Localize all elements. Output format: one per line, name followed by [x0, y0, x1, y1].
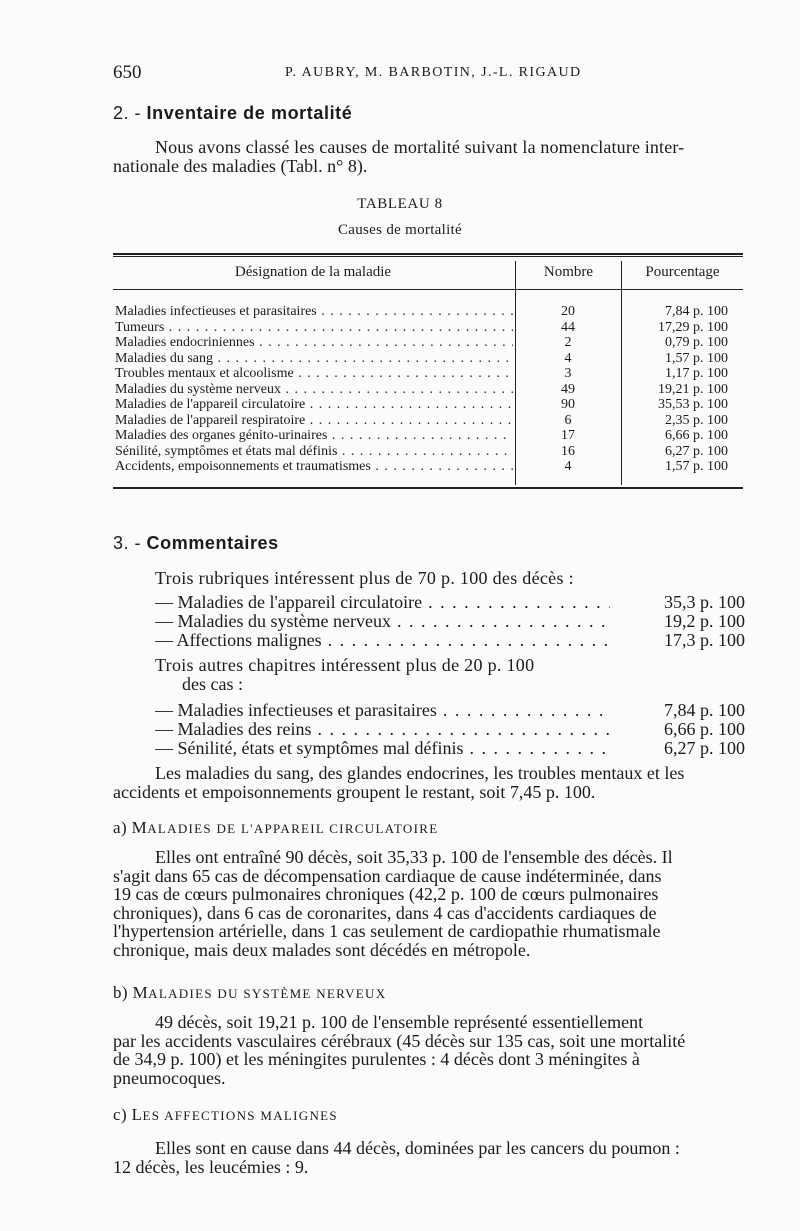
table-row [113, 413, 743, 429]
table-row [113, 366, 743, 382]
lead-line: des cas : [182, 674, 243, 694]
commentary-lead-1 [155, 569, 745, 588]
list-item [155, 739, 745, 758]
row-number: 6 [564, 412, 572, 428]
table-row [113, 459, 743, 475]
paragraph-line: de 34,9 p. 100) et les méningites purulentes : 4 décès dont 3 méningites à [113, 1049, 640, 1069]
item-value: 6,27 p. 100 [664, 738, 745, 758]
row-number: 44 [561, 319, 575, 335]
table-bottom-rule [113, 487, 743, 489]
section-3-title: Commentaires [146, 533, 279, 553]
row-designation: Maladies endocriniennes . . . [115, 335, 513, 351]
item-label: — Maladies de l'appareil circulatoire . . . [155, 593, 610, 612]
row-designation: Tumeurs . . . [115, 320, 513, 336]
paragraph-line: Les maladies du sang, des glandes endocrines, les troubles mentaux et les [155, 763, 685, 783]
paragraph-line: 49 décès, soit 19,21 p. 100 de l'ensemble représenté essentiellement [155, 1012, 644, 1032]
subsection-a-body [113, 848, 743, 959]
row-percent: 0,79 p. 100 [665, 335, 728, 350]
mortality-table [113, 253, 743, 493]
list-item [155, 612, 745, 631]
table-top-rule [113, 253, 743, 255]
row-designation: Maladies de l'appareil circulatoire . . . [115, 397, 513, 413]
authors-line: P. AUBRY, M. BARBOTIN, J.-L. RIGAUD [285, 65, 582, 80]
row-number: 20 [561, 304, 575, 319]
table-row [113, 444, 743, 460]
paragraph-line: chronique, mais deux malades sont décédés en métropole. [113, 939, 531, 960]
paragraph-line: 19 cas de cœurs pulmonaires chroniques (42,2 p. 100 de cœurs pulmonaires [113, 884, 659, 904]
paragraph-line: s'agit dans 65 cas de décompensation cardiaque de cause indéterminée, dans [113, 865, 662, 886]
subsection-title: ES AFFECTIONS MALIGNES [142, 1108, 338, 1123]
row-percent: 7,84 p. 100 [665, 304, 728, 319]
item-value: 6,66 p. 100 [664, 719, 745, 739]
row-number: 4 [564, 459, 572, 474]
item-value: 7,84 p. 100 [664, 700, 745, 720]
row-designation: Maladies des organes génito-urinaires . . . [115, 428, 513, 444]
row-designation: Sénilité, symptômes et états mal définis . . . [115, 444, 513, 460]
section-2-title: Inventaire de mortalité [146, 103, 353, 123]
commentary-lead-2 [155, 656, 745, 694]
lead-line: Trois autres chapitres intéressent plus de 20 p. 100 [155, 655, 535, 675]
table-label: TABLEAU 8 [357, 196, 443, 212]
item-label: — Maladies infectieuses et parasitaires . . . [155, 701, 610, 720]
row-percent: 1,17 p. 100 [665, 366, 728, 381]
section-2-intro [113, 138, 743, 176]
row-number: 17 [561, 428, 575, 443]
row-percent: 6,27 p. 100 [665, 443, 728, 459]
subsection-c-body [113, 1139, 743, 1176]
section-2-number: 2. - [113, 103, 142, 123]
subsection-prefix: a) [113, 818, 128, 837]
subsection-initial: L [131, 1105, 143, 1124]
row-designation: Maladies du système nerveux . . . [115, 382, 513, 398]
intro-line: nationale des maladies (Tabl. n° 8). [113, 156, 368, 176]
subsection-c-heading [113, 1105, 338, 1125]
list-item [155, 720, 745, 739]
row-percent: 2,35 p. 100 [665, 412, 728, 428]
subsection-a-heading [113, 818, 438, 838]
row-designation: Troubles mentaux et alcoolisme . . . [115, 366, 513, 382]
paragraph-line: chroniques), dans 6 cas de coronarites, dans 4 cas d'accidents cardiaques de [113, 902, 657, 923]
row-number: 4 [564, 350, 572, 366]
row-percent: 17,29 p. 100 [658, 319, 728, 335]
subsection-initial: M [131, 818, 148, 837]
table-row [113, 382, 743, 398]
paragraph-line: accidents et empoisonnements groupent le restant, soit 7,45 p. 100. [113, 782, 596, 802]
row-percent: 35,53 p. 100 [658, 397, 728, 412]
intro-line: Nous avons classé les causes de mortalité suivant la nomenclature inter- [155, 137, 685, 157]
item-label: — Maladies des reins . . . [155, 720, 610, 739]
subsection-prefix: b) [113, 983, 128, 1002]
header-designation: Désignation de la maladie [234, 264, 392, 280]
paragraph-line: par les accidents vasculaires cérébraux (45 décès sur 135 cas, soit une mortalité [113, 1030, 686, 1051]
list-item [155, 593, 745, 612]
list-item [155, 701, 745, 720]
item-label: — Affections malignes . . . [155, 631, 610, 650]
row-number: 49 [561, 381, 575, 397]
row-number: 90 [561, 397, 575, 412]
paragraph-line: pneumocoques. [113, 1067, 226, 1088]
paragraph-line: 12 décès, les leucémies : 9. [113, 1156, 309, 1177]
section-2-heading [113, 103, 352, 124]
subsection-b-body [113, 1013, 743, 1087]
page-number: 650 [113, 62, 142, 83]
paragraph-line: Elles sont en cause dans 44 décès, dominées par les cancers du poumon : [155, 1138, 680, 1158]
table-row [113, 304, 743, 320]
table-row [113, 335, 743, 351]
row-percent: 1,57 p. 100 [665, 459, 728, 474]
header-percent: Pourcentage [645, 264, 720, 280]
row-number: 16 [561, 443, 575, 459]
row-percent: 19,21 p. 100 [658, 381, 728, 397]
item-label: — Sénilité, états et symptômes mal définis . . . [155, 739, 610, 758]
commentary-group-2 [155, 701, 745, 758]
table-caption: Causes de mortalité [337, 222, 462, 238]
running-head [113, 62, 743, 86]
paragraph-line: Elles ont entraîné 90 décès, soit 35,33 p. 100 de l'ensemble des décès. Il [155, 847, 673, 867]
table-body [113, 304, 743, 475]
commentary-rest [113, 764, 743, 802]
commentary-group-1 [155, 593, 745, 650]
row-number: 3 [564, 366, 572, 381]
row-percent: 6,66 p. 100 [665, 428, 728, 443]
row-designation: Accidents, empoisonnements et traumatismes . . . [115, 459, 513, 475]
item-value: 35,3 p. 100 [664, 592, 745, 612]
section-3-number: 3. - [113, 533, 142, 553]
row-designation: Maladies du sang . . . [115, 351, 513, 367]
table-top-rule-inner [113, 256, 743, 257]
row-percent: 1,57 p. 100 [665, 350, 728, 366]
subsection-b-heading [113, 983, 386, 1003]
item-value: 19,2 p. 100 [664, 611, 745, 631]
table-row [113, 428, 743, 444]
row-designation: Maladies de l'appareil respiratoire . . . [115, 413, 513, 429]
lead-line: Trois rubriques intéressent plus de 70 p. 100 des décès : [155, 568, 574, 588]
header-number: Nombre [543, 264, 594, 280]
subsection-initial: M [132, 983, 149, 1002]
item-value: 17,3 p. 100 [664, 630, 745, 650]
paragraph-line: l'hypertension artérielle, dans 1 cas seulement de cardiopathie rhumatismale [113, 921, 661, 941]
row-number: 2 [564, 335, 572, 350]
subsection-title: ALADIES DU SYSTÈME NERVEUX [148, 986, 387, 1001]
section-3-heading [113, 533, 279, 554]
row-designation: Maladies infectieuses et parasitaires . . . [115, 304, 513, 320]
table-row [113, 320, 743, 336]
item-label: — Maladies du système nerveux . . . [155, 612, 610, 631]
table-row [113, 397, 743, 413]
subsection-title: ALADIES DE L'APPAREIL CIRCULATOIRE [147, 821, 439, 836]
subsection-prefix: c) [113, 1105, 128, 1124]
list-item [155, 631, 745, 650]
table-header-rule [113, 289, 743, 290]
table-row [113, 351, 743, 367]
